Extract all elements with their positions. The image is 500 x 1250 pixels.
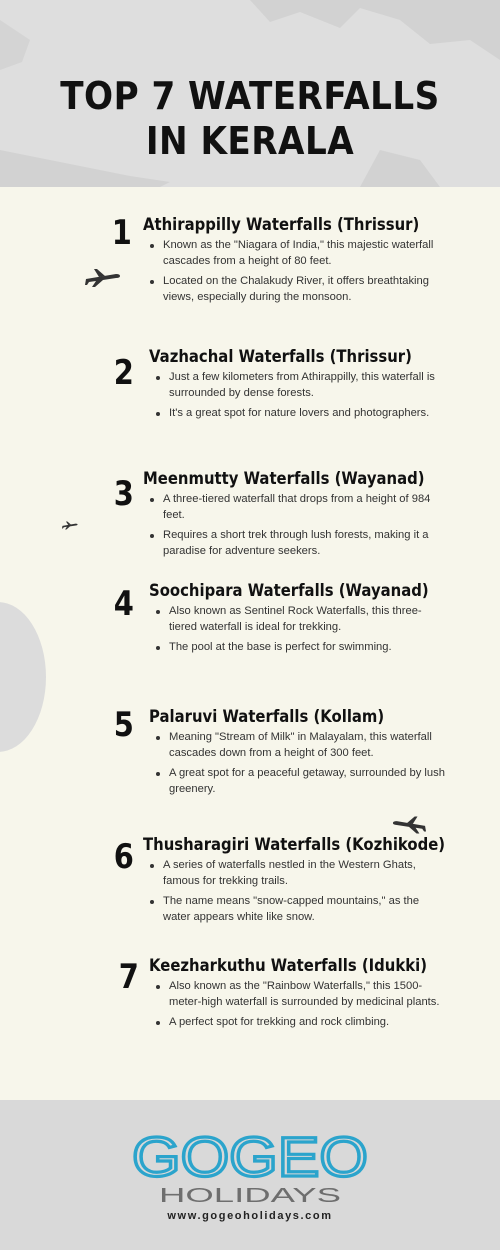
page-title: TOP 7 WATERFALLS IN KERALA [60,74,440,163]
item-number: 1 [111,213,132,253]
fact-item: A three-tiered waterfall that drops from a height of 984 feet. [163,492,443,523]
logo-subtitle: HOLIDAYS [159,1185,341,1207]
waterfall-item [143,835,446,930]
waterfall-title: Vazhachal Waterfalls (Thrissur) [149,347,412,366]
fact-list [149,730,449,797]
fact-list [143,858,443,925]
fact-list [143,238,443,305]
airplane-icon [392,814,426,834]
fact-list [149,604,449,656]
fact-item: Located on the Chalakudy River, it offers breathtaking views, especially during the monsoon. [163,274,443,305]
logo-wordmark: GOGEO [132,1130,368,1188]
footer [0,1100,500,1250]
item-number: 4 [113,584,134,624]
decorative-blob [0,602,46,752]
waterfall-item [149,347,449,427]
airplane-icon [85,267,121,287]
airplane-icon [62,520,78,530]
waterfall-title: Athirappilly Waterfalls (Thrissur) [143,215,420,234]
header [0,0,500,187]
fact-item: Also known as the "Rainbow Waterfalls," this 1500-meter-high waterfall is surrounded by medicinal plants. [169,979,449,1010]
fact-item: The pool at the base is perfect for swimming. [169,640,449,656]
fact-item: Also known as Sentinel Rock Waterfalls, this three-tiered waterfall is ideal for trekking. [169,604,449,635]
waterfall-list [0,187,500,1100]
item-number: 7 [118,957,139,997]
waterfall-item [149,956,449,1036]
fact-item: Requires a short trek through lush forests, making it a paradise for adventure seekers. [163,528,443,559]
website-link[interactable]: www.gogeoholidays.com [167,1210,333,1222]
waterfall-item [143,469,443,564]
fact-item: Known as the "Niagara of India," this majestic waterfall cascades from a height of 80 feet. [163,238,443,269]
waterfall-item [149,707,449,802]
waterfall-title: Palaruvi Waterfalls (Kollam) [149,707,385,726]
waterfall-item [149,581,449,661]
waterfall-title: Keezharkuthu Waterfalls (Idukki) [149,956,428,975]
gogeo-logo [125,1130,375,1210]
fact-list [149,979,449,1031]
fact-item: A great spot for a peaceful getaway, surrounded by lush greenery. [169,766,449,797]
waterfall-title: Meenmutty Waterfalls (Wayanad) [143,469,425,488]
item-number: 3 [113,474,134,514]
fact-item: The name means "snow-capped mountains," as the water appears white like snow. [163,894,443,925]
waterfall-title: Thusharagiri Waterfalls (Kozhikode) [143,835,446,854]
waterfall-item [143,215,443,310]
fact-item: Just a few kilometers from Athirappilly, this waterfall is surrounded by dense forests. [169,370,449,401]
fact-item: It's a great spot for nature lovers and photographers. [169,406,449,422]
fact-list [149,370,449,422]
fact-item: Meaning "Stream of Milk" in Malayalam, this waterfall cascades down from a height of 300 feet. [169,730,449,761]
fact-item: A perfect spot for trekking and rock climbing. [169,1015,449,1031]
item-number: 6 [113,837,134,877]
item-number: 2 [113,353,134,393]
fact-item: A series of waterfalls nestled in the Western Ghats, famous for trekking trails. [163,858,443,889]
waterfall-title: Soochipara Waterfalls (Wayanad) [149,581,429,600]
item-number: 5 [113,705,134,745]
fact-list [143,492,443,559]
